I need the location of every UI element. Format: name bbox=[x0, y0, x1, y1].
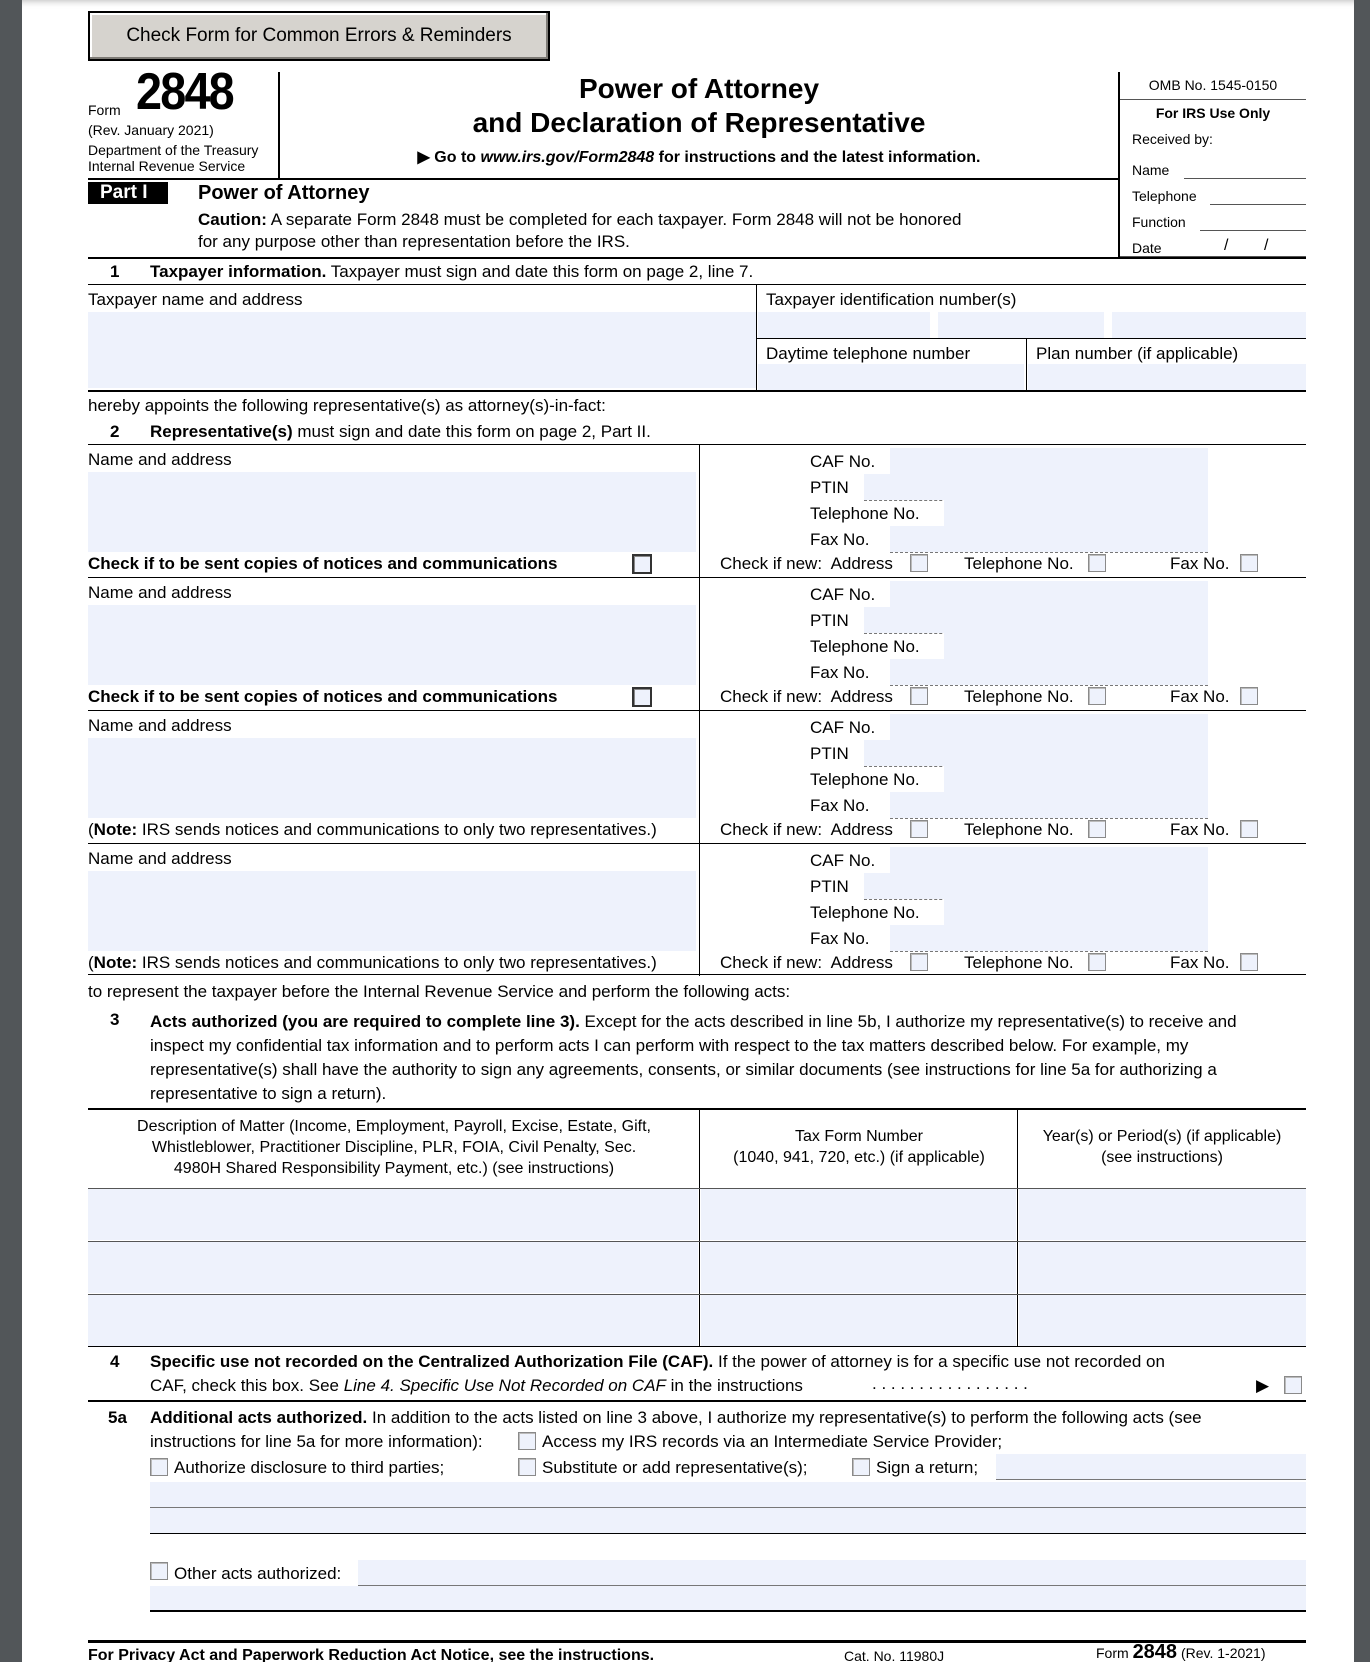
line4-text-2: CAF, check this box. See Line 4. Specific Use Not Recorded on CAF in the instructions bbox=[150, 1376, 803, 1395]
arrow-icon: ▶ bbox=[1256, 1376, 1270, 1395]
new-address-checkbox[interactable] bbox=[910, 953, 928, 971]
new-address-checkbox[interactable] bbox=[910, 554, 928, 572]
irs-use-only-label: For IRS Use Only bbox=[1155, 105, 1271, 121]
other-acts-checkbox[interactable] bbox=[150, 1562, 168, 1580]
irs-name-label: Name bbox=[1132, 162, 1170, 178]
goto-instructions: ▶ Go to www.irs.gov/Form2848 for instructions and the latest information. bbox=[417, 149, 981, 166]
rep-name-label: Name and address bbox=[88, 716, 232, 735]
catalog-number: Cat. No. 11980J bbox=[844, 1648, 945, 1662]
rep-ptin-input[interactable] bbox=[864, 740, 1208, 766]
part1-rule bbox=[88, 257, 1306, 259]
title-block bbox=[280, 72, 1118, 168]
rep-ptin-input[interactable] bbox=[864, 474, 1208, 500]
rep-ptin-label: PTIN bbox=[810, 877, 849, 896]
taxpayer-name-address-input[interactable] bbox=[88, 312, 756, 388]
send-copies-label: Check if to be sent copies of notices and communications bbox=[88, 554, 558, 573]
tin-input-1[interactable] bbox=[758, 312, 930, 338]
line4-leader-dots: . . . . . . . . . . . . . . . . . bbox=[872, 1374, 1028, 1393]
irs-name-line[interactable] bbox=[1184, 178, 1306, 179]
part-title: Power of Attorney bbox=[198, 182, 370, 204]
col-header-description: Description of Matter (Income, Employment, Payroll, Excise, Estate, Gift, Whistleblower, Practitioner Discipline, PLR, FOIA, Civil Penalty, Sec. 4980H Shared Responsibility Payment, etc.) (see instructions) bbox=[137, 1118, 651, 1177]
omb-number: OMB No. 1545-0150 bbox=[1148, 77, 1278, 93]
title-line-2: and Declaration of Representative bbox=[472, 107, 926, 138]
acts-description-input[interactable] bbox=[88, 1189, 698, 1240]
rep-name-label: Name and address bbox=[88, 583, 232, 602]
form-page bbox=[22, 0, 1354, 1662]
tin-label: Taxpayer identification number(s) bbox=[766, 290, 1017, 309]
rep-phone-label: Telephone No. bbox=[810, 903, 920, 922]
line2-heading: Representative(s) must sign and date this form on page 2, Part II. bbox=[150, 422, 651, 441]
authorize-disclosure-checkbox[interactable] bbox=[150, 1458, 168, 1476]
rep-caf-label: CAF No. bbox=[810, 585, 876, 604]
col-header-tax-form: Tax Form Number (1040, 941, 720, etc.) (if applicable) bbox=[733, 1128, 985, 1166]
rep-note: (Note: IRS sends notices and communications to only two representatives.) bbox=[88, 953, 657, 972]
access-records-label: Access my IRS records via an Intermediate Service Provider; bbox=[542, 1432, 1003, 1451]
irs-link[interactable]: www.irs.gov/Form2848 bbox=[480, 149, 655, 166]
rep-caf-label: CAF No. bbox=[810, 452, 876, 471]
new-fax-checkbox[interactable] bbox=[1240, 953, 1258, 971]
irs-telephone-label: Telephone bbox=[1132, 188, 1197, 204]
new-fax-checkbox[interactable] bbox=[1240, 820, 1258, 838]
rep-name-label: Name and address bbox=[88, 450, 232, 469]
new-phone-checkbox[interactable] bbox=[1088, 554, 1106, 572]
rep-fax-label: Fax No. bbox=[810, 929, 870, 948]
acts-tax-form-input[interactable] bbox=[701, 1189, 1016, 1240]
rep-name-label: Name and address bbox=[88, 849, 232, 868]
rep-phone-input[interactable] bbox=[944, 633, 1208, 659]
caution-line-1: Caution: A separate Form 2848 must be completed for each taxpayer. Form 2848 will not be honored bbox=[198, 210, 962, 229]
irs-telephone-line[interactable] bbox=[1210, 204, 1306, 205]
send-copies-checkbox[interactable] bbox=[632, 687, 652, 707]
new-fax-checkbox[interactable] bbox=[1240, 554, 1258, 572]
rep-phone-input[interactable] bbox=[944, 500, 1208, 526]
rep-name-address-input[interactable] bbox=[88, 871, 696, 951]
acts-tax-form-input[interactable] bbox=[701, 1242, 1016, 1293]
line1-heading: Taxpayer information. Taxpayer must sign and date this form on page 2, line 7. bbox=[150, 262, 754, 281]
line4-text-1: Specific use not recorded on the Centralized Authorization File (CAF). If the power of attorney is for a specific use not recorded on bbox=[150, 1352, 1165, 1371]
new-fax-label: Fax No. bbox=[1170, 820, 1230, 839]
substitute-representative-label: Substitute or add representative(s); bbox=[542, 1458, 808, 1477]
acts-description-input[interactable] bbox=[88, 1242, 698, 1293]
rep-phone-label: Telephone No. bbox=[810, 504, 920, 523]
rep-caf-input[interactable] bbox=[890, 847, 1208, 873]
received-by-label: Received by: bbox=[1132, 131, 1213, 147]
line3-number: 3 bbox=[110, 1010, 120, 1029]
irs-date-label: Date bbox=[1132, 240, 1162, 256]
new-fax-checkbox[interactable] bbox=[1240, 687, 1258, 705]
tin-input-3[interactable] bbox=[1112, 312, 1306, 338]
additional-acts-line-1[interactable] bbox=[150, 1482, 1306, 1508]
new-phone-checkbox[interactable] bbox=[1088, 687, 1106, 705]
sign-return-label: Sign a return; bbox=[876, 1458, 979, 1477]
appoints-text: hereby appoints the following representative(s) as attorney(s)-in-fact: bbox=[88, 396, 606, 415]
form-revision: (Rev. January 2021) bbox=[88, 122, 214, 138]
line3-text: Acts authorized (you are required to complete line 3). Except for the acts described in line 5b, I authorize my representative(s) to receive and inspect my confidential tax information and to perform acts I can perform with respect to the tax matters described below. For example, my representative(s) shall have the authority to sign any agreements, consents, or similar documents (see instructions for line 5a for authorizing a representative to sign a return). bbox=[150, 1012, 1237, 1103]
rep-caf-input[interactable] bbox=[890, 581, 1208, 607]
footer-form-id: Form 2848 (Rev. 1-2021) bbox=[1096, 1641, 1266, 1662]
irs-use-only-box bbox=[1120, 72, 1306, 256]
irs-function-label: Function bbox=[1132, 214, 1186, 230]
privacy-notice: For Privacy Act and Paperwork Reduction Act Notice, see the instructions. bbox=[88, 1647, 655, 1662]
rep-caf-label: CAF No. bbox=[810, 718, 876, 737]
caution-line-2: for any purpose other than representation before the IRS. bbox=[198, 232, 630, 251]
access-records-checkbox[interactable] bbox=[518, 1432, 536, 1450]
rep-name-address-input[interactable] bbox=[88, 472, 696, 552]
rep-ptin-input[interactable] bbox=[864, 873, 1208, 899]
col-header-years: Year(s) or Period(s) (if applicable) (see instructions) bbox=[1042, 1128, 1282, 1166]
rep-phone-label: Telephone No. bbox=[810, 770, 920, 789]
send-copies-checkbox[interactable] bbox=[632, 554, 652, 574]
rep-ptin-label: PTIN bbox=[810, 744, 849, 763]
title-line-1: Power of Attorney bbox=[578, 73, 820, 104]
line4-specific-use-checkbox[interactable] bbox=[1284, 1376, 1302, 1394]
rep-ptin-label: PTIN bbox=[810, 611, 849, 630]
part-badge: Part I bbox=[88, 182, 168, 204]
rep-note: (Note: IRS sends notices and communications to only two representatives.) bbox=[88, 820, 657, 839]
authorize-disclosure-label: Authorize disclosure to third parties; bbox=[174, 1458, 445, 1477]
check-if-new-label: Check if new: Address bbox=[720, 687, 893, 706]
daytime-phone-label: Daytime telephone number bbox=[766, 344, 971, 363]
irs-date-slashes: / / bbox=[1224, 237, 1269, 254]
taxpayer-name-label: Taxpayer name and address bbox=[88, 290, 303, 309]
line5a-text-1: Additional acts authorized. In addition to the acts listed on line 3 above, I authorize my representative(s) to perform the following acts (see bbox=[150, 1408, 1202, 1427]
check-form-errors-button[interactable]: Check Form for Common Errors & Reminders bbox=[88, 11, 550, 61]
plan-number-label: Plan number (if applicable) bbox=[1036, 344, 1239, 363]
new-fax-label: Fax No. bbox=[1170, 687, 1230, 706]
agency: Internal Revenue Service bbox=[88, 158, 246, 174]
other-acts-input-1[interactable] bbox=[358, 1560, 1306, 1586]
new-phone-label: Telephone No. bbox=[964, 554, 1074, 573]
new-address-checkbox[interactable] bbox=[910, 687, 928, 705]
rep-name-address-input[interactable] bbox=[88, 605, 696, 685]
sign-return-checkbox[interactable] bbox=[852, 1458, 870, 1476]
rep-fax-input[interactable] bbox=[890, 792, 1208, 818]
line5a-number: 5a bbox=[108, 1408, 127, 1427]
additional-acts-line-2[interactable] bbox=[150, 1508, 1306, 1534]
line4-number: 4 bbox=[110, 1352, 120, 1371]
send-copies-label: Check if to be sent copies of notices and communications bbox=[88, 687, 558, 706]
acts-years-input[interactable] bbox=[1019, 1295, 1306, 1346]
acts-years-input[interactable] bbox=[1019, 1189, 1306, 1240]
represent-text: to represent the taxpayer before the Internal Revenue Service and perform the following acts: bbox=[88, 982, 791, 1001]
department: Department of the Treasury bbox=[88, 142, 259, 158]
acts-tax-form-input[interactable] bbox=[701, 1295, 1016, 1346]
rep-fax-input[interactable] bbox=[890, 659, 1208, 685]
line5a-text-2: instructions for line 5a for more information): bbox=[150, 1432, 483, 1451]
header-rule bbox=[88, 178, 1118, 180]
rep-phone-input[interactable] bbox=[944, 899, 1208, 925]
plan-number-input[interactable] bbox=[1028, 364, 1306, 390]
rep-caf-input[interactable] bbox=[890, 714, 1208, 740]
rep-ptin-input[interactable] bbox=[864, 607, 1208, 633]
rep-fax-input[interactable] bbox=[890, 925, 1208, 951]
rep-phone-input[interactable] bbox=[944, 766, 1208, 792]
form-number: 2848 bbox=[136, 63, 233, 121]
rep-phone-label: Telephone No. bbox=[810, 637, 920, 656]
line1-number: 1 bbox=[110, 262, 120, 281]
rep-caf-label: CAF No. bbox=[810, 851, 876, 870]
daytime-phone-input[interactable] bbox=[758, 364, 1024, 390]
rep-ptin-label: PTIN bbox=[810, 478, 849, 497]
line2-number: 2 bbox=[110, 422, 120, 441]
new-phone-label: Telephone No. bbox=[964, 820, 1074, 839]
new-address-checkbox[interactable] bbox=[910, 820, 928, 838]
new-phone-label: Telephone No. bbox=[964, 953, 1074, 972]
new-phone-label: Telephone No. bbox=[964, 687, 1074, 706]
sign-return-input[interactable] bbox=[996, 1454, 1306, 1480]
form-label: Form bbox=[88, 102, 121, 118]
rep-fax-input[interactable] bbox=[890, 526, 1208, 552]
irs-function-line[interactable] bbox=[1200, 230, 1306, 231]
rep-name-address-input[interactable] bbox=[88, 738, 696, 818]
other-acts-input-2[interactable] bbox=[150, 1586, 1306, 1612]
acts-description-input[interactable] bbox=[88, 1295, 698, 1346]
rep-fax-label: Fax No. bbox=[810, 663, 870, 682]
rep-fax-label: Fax No. bbox=[810, 530, 870, 549]
acts-years-input[interactable] bbox=[1019, 1242, 1306, 1293]
check-if-new-label: Check if new: Address bbox=[720, 820, 893, 839]
new-fax-label: Fax No. bbox=[1170, 953, 1230, 972]
tin-input-2[interactable] bbox=[938, 312, 1104, 338]
check-if-new-label: Check if new: Address bbox=[720, 554, 893, 573]
check-if-new-label: Check if new: Address bbox=[720, 953, 893, 972]
new-phone-checkbox[interactable] bbox=[1088, 953, 1106, 971]
substitute-representative-checkbox[interactable] bbox=[518, 1458, 536, 1476]
new-phone-checkbox[interactable] bbox=[1088, 820, 1106, 838]
new-fax-label: Fax No. bbox=[1170, 554, 1230, 573]
rep-caf-input[interactable] bbox=[890, 448, 1208, 474]
rep-fax-label: Fax No. bbox=[810, 796, 870, 815]
other-acts-label: Other acts authorized: bbox=[174, 1564, 342, 1583]
